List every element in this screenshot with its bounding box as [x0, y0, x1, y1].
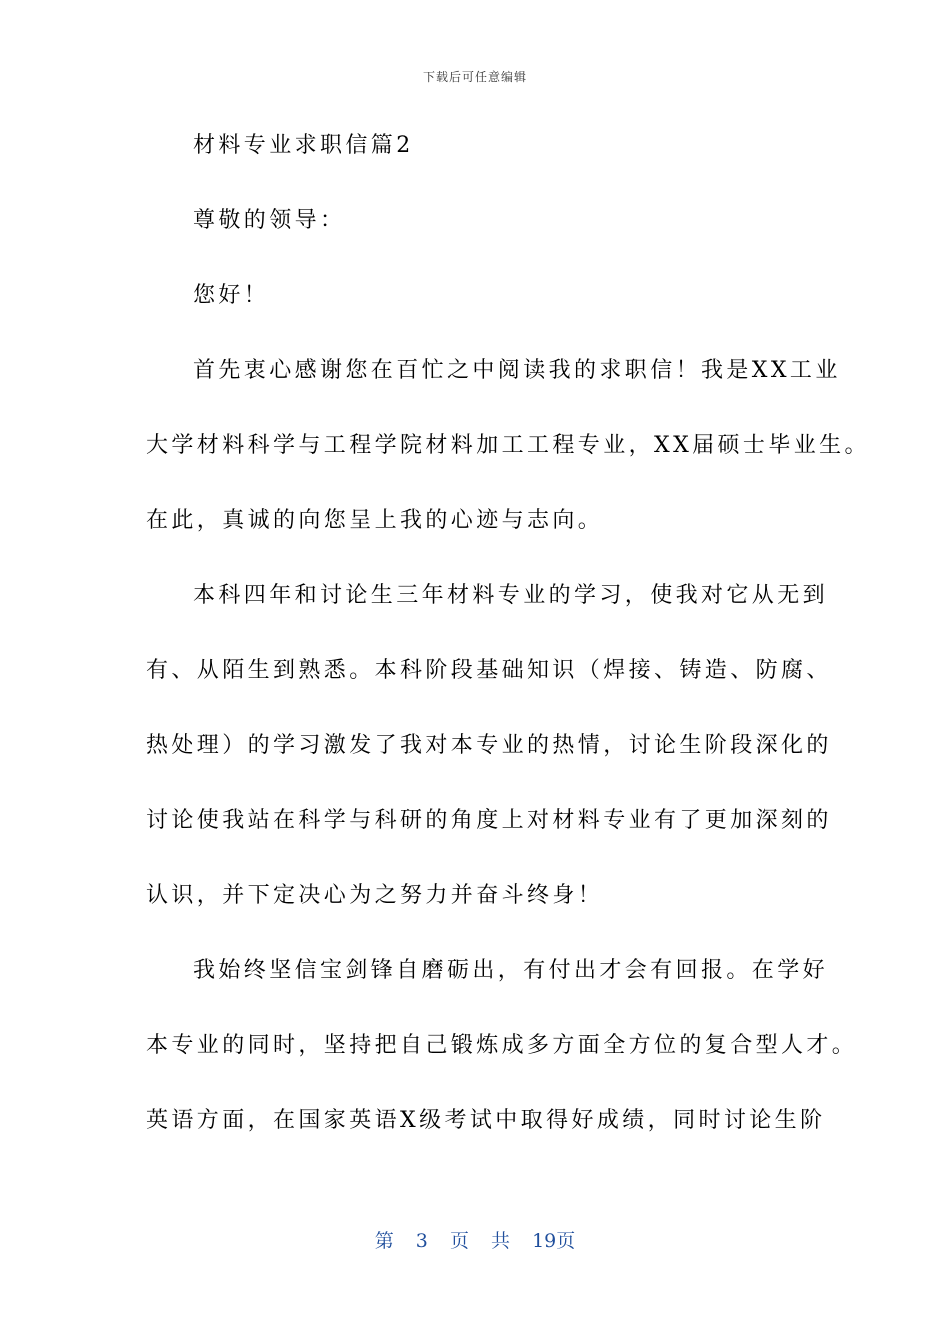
body-line-5: 有、从陌生到熟悉。本科阶段基础知识（焊接、铸造、防腐、	[146, 658, 832, 683]
footer-page-word: 页	[449, 1230, 469, 1252]
footer-prefix: 第	[374, 1230, 394, 1252]
footer-current-page: 3	[415, 1230, 428, 1252]
body-line-3: 在此，真诚的向您呈上我的心迹与志向。	[146, 508, 604, 533]
footer-total-prefix: 共	[491, 1230, 511, 1252]
document-title: 材料专业求职信篇2	[193, 133, 414, 158]
body-line-8: 认识，并下定决心为之努力并奋斗终身！	[146, 883, 604, 908]
salutation: 尊敬的领导：	[193, 208, 346, 233]
body-line-11: 英语方面，在国家英语X级考试中取得好成绩，同时讨论生阶	[146, 1108, 826, 1133]
footer-total-pages: 19页	[532, 1230, 576, 1252]
body-line-6: 热处理）的学习激发了我对本专业的热情，讨论生阶段深化的	[146, 733, 832, 758]
greeting: 您好！	[193, 283, 270, 308]
body-line-10: 本专业的同时，坚持把自己锻炼成多方面全方位的复合型人才。	[146, 1033, 858, 1058]
body-line-2: 大学材料科学与工程学院材料加工工程专业，XX届硕士毕业生。	[146, 433, 870, 458]
body-line-9: 我始终坚信宝剑锋自磨砺出，有付出才会有回报。在学好	[193, 958, 829, 983]
body-line-7: 讨论使我站在科学与科研的角度上对材料专业有了更加深刻的	[146, 808, 832, 833]
body-line-4: 本科四年和讨论生三年材料专业的学习，使我对它从无到	[193, 583, 829, 608]
page-footer	[0, 1226, 950, 1253]
header-note: 下载后可任意编辑	[422, 70, 527, 84]
body-line-1: 首先衷心感谢您在百忙之中阅读我的求职信！我是XX工业	[193, 358, 841, 383]
